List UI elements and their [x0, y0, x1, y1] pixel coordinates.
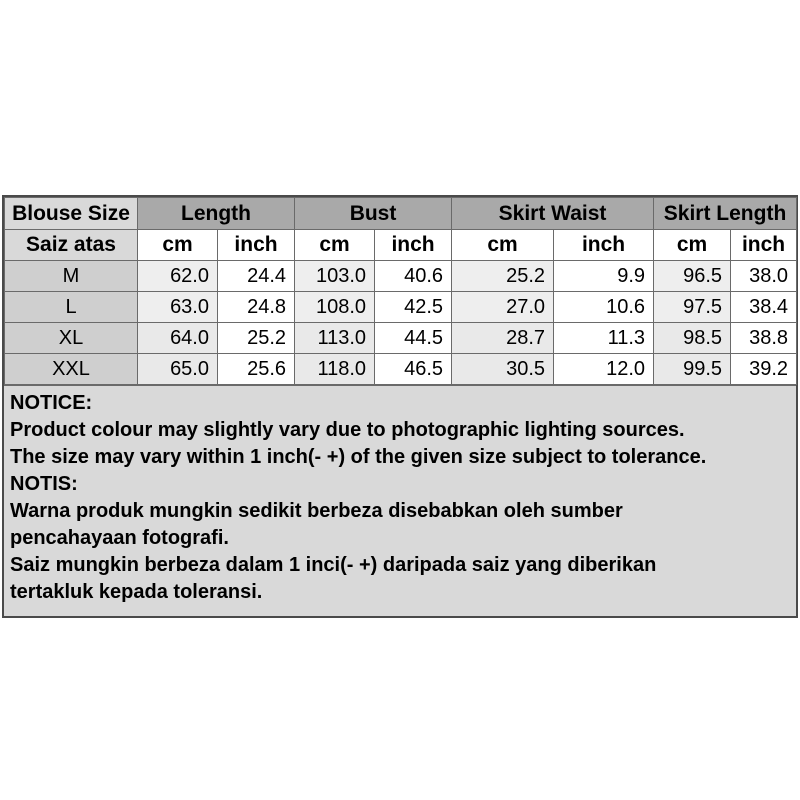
- skirt-waist-header: Skirt Waist: [452, 198, 654, 230]
- value-cell: 11.3: [554, 323, 654, 354]
- unit-header: inch: [218, 230, 295, 261]
- size-cell: XXL: [5, 354, 138, 385]
- notis-line: tertakluk kepada toleransi.: [10, 581, 263, 603]
- size-cell: M: [5, 261, 138, 292]
- value-cell: 25.2: [452, 261, 554, 292]
- header-row-units: [5, 230, 797, 261]
- value-cell: 10.6: [554, 292, 654, 323]
- unit-header: cm: [654, 230, 731, 261]
- table-row: [5, 292, 797, 323]
- value-cell: 9.9: [554, 261, 654, 292]
- size-chart: [2, 195, 798, 618]
- value-cell: 40.6: [375, 261, 452, 292]
- value-cell: 118.0: [295, 354, 375, 385]
- notice-line: The size may vary within 1 inch(- +) of the given size subject to tolerance.: [10, 446, 707, 468]
- value-cell: 44.5: [375, 323, 452, 354]
- value-cell: 12.0: [554, 354, 654, 385]
- notice-line: Product colour may slightly vary due to photographic lighting sources.: [10, 419, 685, 441]
- value-cell: 30.5: [452, 354, 554, 385]
- value-cell: 99.5: [654, 354, 731, 385]
- value-cell: 103.0: [295, 261, 375, 292]
- saiz-atas-header: Saiz atas: [5, 230, 138, 261]
- value-cell: 24.4: [218, 261, 295, 292]
- value-cell: 62.0: [138, 261, 218, 292]
- notis-line: Warna produk mungkin sedikit berbeza disebabkan oleh sumber: [10, 500, 623, 522]
- header-row-groups: [5, 198, 797, 230]
- value-cell: 24.8: [218, 292, 295, 323]
- notis-line: pencahayaan fotografi.: [10, 527, 229, 549]
- unit-header: cm: [295, 230, 375, 261]
- value-cell: 65.0: [138, 354, 218, 385]
- size-table: [4, 197, 797, 385]
- value-cell: 42.5: [375, 292, 452, 323]
- notis-heading: NOTIS:: [10, 473, 78, 495]
- size-cell: XL: [5, 323, 138, 354]
- unit-header: cm: [138, 230, 218, 261]
- value-cell: 27.0: [452, 292, 554, 323]
- unit-header: inch: [375, 230, 452, 261]
- value-cell: 108.0: [295, 292, 375, 323]
- blouse-size-header: Blouse Size: [5, 198, 138, 230]
- table-row: [5, 261, 797, 292]
- value-cell: 25.2: [218, 323, 295, 354]
- notice-block: [4, 385, 796, 616]
- length-header: Length: [138, 198, 295, 230]
- value-cell: 46.5: [375, 354, 452, 385]
- value-cell: 25.6: [218, 354, 295, 385]
- value-cell: 38.0: [731, 261, 797, 292]
- bust-header: Bust: [295, 198, 452, 230]
- value-cell: 28.7: [452, 323, 554, 354]
- value-cell: 39.2: [731, 354, 797, 385]
- value-cell: 113.0: [295, 323, 375, 354]
- unit-header: inch: [554, 230, 654, 261]
- value-cell: 38.8: [731, 323, 797, 354]
- value-cell: 98.5: [654, 323, 731, 354]
- value-cell: 64.0: [138, 323, 218, 354]
- value-cell: 38.4: [731, 292, 797, 323]
- notis-line: Saiz mungkin berbeza dalam 1 inci(- +) daripada saiz yang diberikan: [10, 554, 657, 576]
- table-row: [5, 323, 797, 354]
- size-cell: L: [5, 292, 138, 323]
- table-row: [5, 354, 797, 385]
- skirt-length-header: Skirt Length: [654, 198, 797, 230]
- unit-header: inch: [731, 230, 797, 261]
- value-cell: 96.5: [654, 261, 731, 292]
- value-cell: 63.0: [138, 292, 218, 323]
- unit-header: cm: [452, 230, 554, 261]
- notice-heading: NOTICE:: [10, 392, 93, 414]
- value-cell: 97.5: [654, 292, 731, 323]
